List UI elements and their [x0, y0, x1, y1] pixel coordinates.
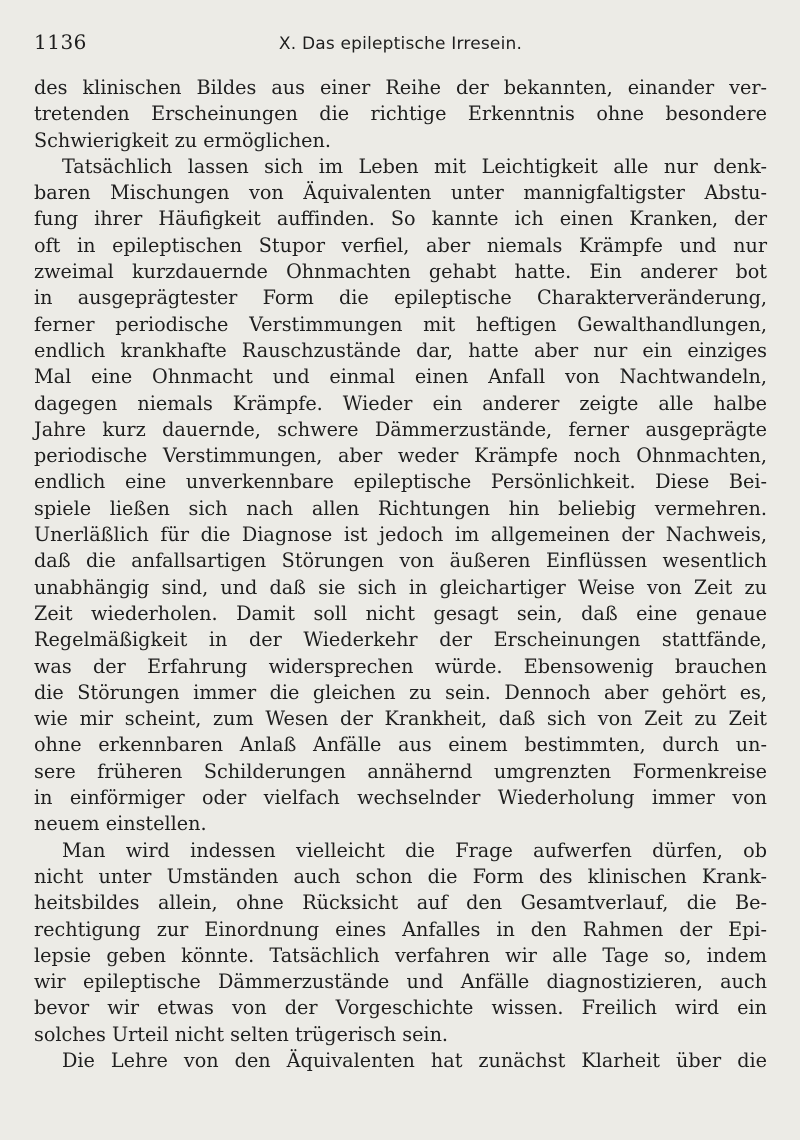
text-line: Zeit wiederholen. Damit soll nicht gesagt sein, daß eine genaue: [34, 601, 767, 625]
text-line: Unerläßlich für die Diagnose ist jedoch im allgemeinen der Nachweis,: [34, 523, 767, 547]
text-line: bevor wir etwas von der Vorgeschichte wissen. Freilich wird ein: [34, 996, 767, 1020]
text-line: Man wird indessen vielleicht die Frage aufwerfen dürfen, ob: [62, 838, 767, 862]
text-line: neuem einstellen.: [34, 812, 207, 836]
running-head: [34, 30, 767, 60]
text-line: dagegen niemals Krämpfe. Wieder ein anderer zeigte alle halbe: [34, 391, 767, 415]
text-line: Jahre kurz dauernde, schwere Dämmerzustände, ferner ausgeprägte: [34, 417, 767, 441]
text-line: rechtigung zur Einordnung eines Anfalles in den Rahmen der Epi-: [34, 917, 767, 941]
text-line: lepsie geben könnte. Tatsächlich verfahren wir alle Tage so, indem: [34, 943, 767, 967]
body-text: [34, 75, 767, 1074]
page-number: 1136: [34, 30, 87, 54]
text-line: oft in epileptischen Stupor verfiel, aber niemals Krämpfe und nur: [34, 233, 767, 257]
text-line: heitsbildes allein, ohne Rücksicht auf den Gesamtverlauf, die Be-: [34, 891, 767, 915]
text-line: solches Urteil nicht selten trügerisch sein.: [34, 1022, 449, 1046]
text-line: unabhängig sind, und daß sie sich in gleichartiger Weise von Zeit zu: [34, 575, 767, 599]
text-line: in ausgeprägtester Form die epileptische Charakterveränderung,: [34, 286, 767, 310]
text-line: periodische Verstimmungen, aber weder Krämpfe noch Ohnmachten,: [34, 444, 767, 468]
text-line: endlich krankhafte Rauschzustände dar, hatte aber nur ein einziges: [34, 338, 767, 362]
text-line: Mal eine Ohnmacht und einmal einen Anfall von Nachtwandeln,: [34, 365, 767, 389]
text-line: wie mir scheint, zum Wesen der Krankheit, daß sich von Zeit zu Zeit: [34, 707, 767, 731]
text-line: Schwierigkeit zu ermöglichen.: [34, 128, 331, 152]
text-line: des klinischen Bildes aus einer Reihe der bekannten, einander ver-: [34, 76, 767, 99]
text-line: ohne erkennbaren Anlaß Anfälle aus einem bestimmten, durch un-: [34, 733, 767, 757]
text-line: Die Lehre von den Äquivalenten hat zunächst Klarheit über die: [62, 1048, 767, 1072]
text-line: tretenden Erscheinungen die richtige Erkenntnis ohne besondere: [34, 102, 767, 126]
text-line: endlich eine unverkennbare epileptische Persönlichkeit. Diese Bei-: [34, 470, 767, 494]
chapter-title: X. Das epileptische Irresein.: [278, 34, 523, 54]
text-line: nicht unter Umständen auch schon die Form des klinischen Krank-: [34, 864, 767, 888]
text-line: in einförmiger oder vielfach wechselnder Wiederholung immer von: [34, 786, 767, 810]
text-line: was der Erfahrung widersprechen würde. Ebensowenig brauchen: [34, 654, 767, 678]
text-line: fung ihrer Häufigkeit auffinden. So kannte ich einen Kranken, der: [34, 207, 767, 231]
text-line: Regelmäßigkeit in der Wiederkehr der Erscheinungen stattfände,: [34, 628, 767, 652]
text-line: die Störungen immer die gleichen zu sein. Dennoch aber gehört es,: [34, 680, 767, 704]
text-line: wir epileptische Dämmerzustände und Anfälle diagnostizieren, auch: [34, 970, 767, 994]
text-line: sere früheren Schilderungen annähernd umgrenzten Formenkreise: [34, 759, 767, 783]
text-line: daß die anfallsartigen Störungen von äußeren Einflüssen wesentlich: [34, 549, 767, 573]
text-line: spiele ließen sich nach allen Richtungen hin beliebig vermehren.: [34, 496, 767, 520]
text-line: Tatsächlich lassen sich im Leben mit Leichtigkeit alle nur denk-: [62, 154, 767, 178]
text-line: ferner periodische Verstimmungen mit heftigen Gewalthandlungen,: [34, 312, 767, 336]
text-line: baren Mischungen von Äquivalenten unter mannigfaltigster Abstu-: [34, 181, 767, 205]
text-line: zweimal kurzdauernde Ohnmachten gehabt hatte. Ein anderer bot: [34, 260, 767, 284]
